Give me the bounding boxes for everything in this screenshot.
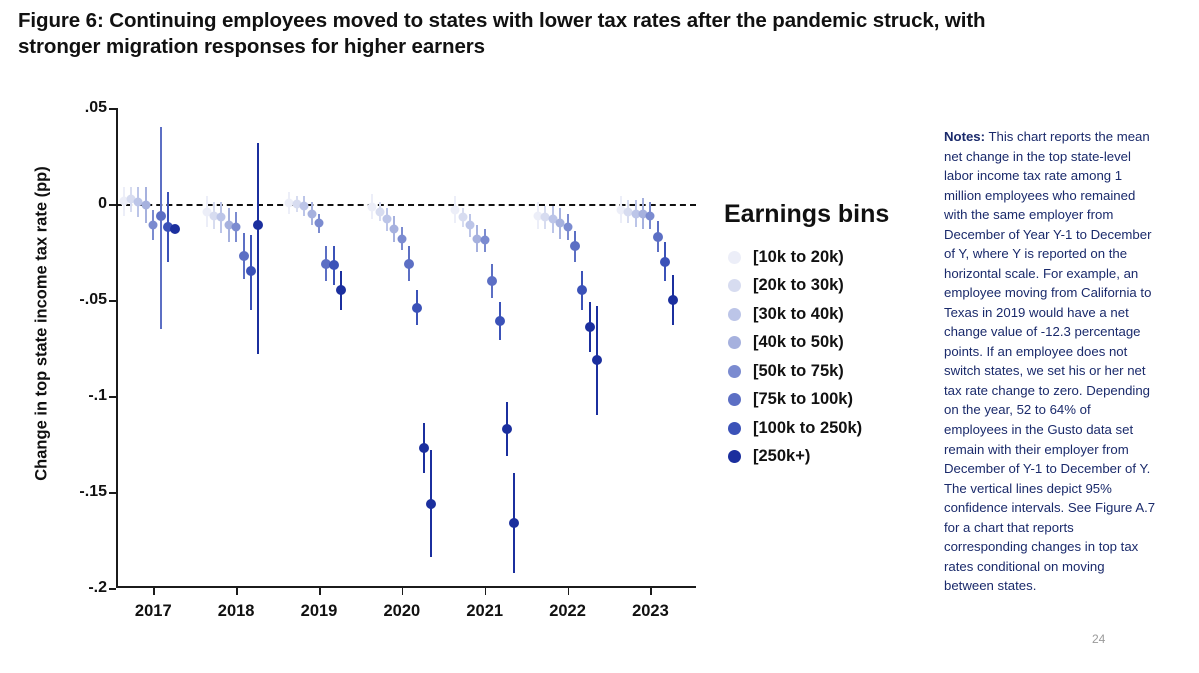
y-tick-mark [109,588,116,590]
legend-item [722,414,922,443]
notes-label: Notes: [944,129,986,144]
x-tick-mark [485,588,487,595]
x-tick-mark [568,588,570,595]
data-point [487,276,497,286]
legend-swatch-icon [728,450,741,463]
notes-block [944,127,1156,596]
data-point [660,257,670,267]
x-axis-line [116,586,696,588]
data-point [451,205,460,214]
legend-item-label: [30k to 40k) [753,304,844,323]
y-tick-mark [109,204,116,206]
notes-text: This chart reports the mean net change in the top state-level labor income tax rate among 1 million employees who remained with the same employer from December of Year Y-1 to December of Y, where Y is reported on the horizontal scale. For example, an employee moving from California to Texas in 2019 would have a net change value of -12.3 percentage points. If an employee does not switch states, we set his or her net tax rate change to zero. Depending on the year, 52 to 64% of employees in the Gusto data set remain with their employer from December of Y-1 to December of Y. The vertical lines depict 95% confidence intervals. See Figure A.7 for a chart that reports corresponding changes in top tax rates conditional on moving between states. [944,129,1156,594]
page-title: Figure 6: Continuing employees moved to states with lower tax rates after the pandemic struck, with stronger migration responses for higher earners [18,9,986,59]
data-point [495,316,505,326]
y-tick-label: .05 [84,99,107,116]
data-point [375,207,384,216]
legend-item [722,272,922,301]
legend-item [722,357,922,386]
legend-item [722,300,922,329]
data-point [149,221,158,230]
data-point [570,241,580,251]
legend-swatch-icon [728,422,741,435]
x-tick-label: 2021 [466,602,504,620]
x-tick-label: 2020 [383,602,421,620]
legend-swatch-icon [728,365,741,378]
legend-swatch-icon [728,279,741,292]
x-tick-mark [236,588,238,595]
data-point [170,224,180,234]
page-number: 24 [1092,632,1106,646]
legend-swatch-icon [728,336,741,349]
data-point [239,251,249,261]
y-tick-mark [109,492,116,494]
legend-item [722,329,922,358]
x-tick-mark [319,588,321,595]
legend [722,200,922,471]
error-bar [160,127,162,329]
legend-item-label: [75k to 100k) [753,390,853,409]
data-point [329,260,339,270]
data-point [419,443,429,453]
legend-item-label: [100k to 250k) [753,418,863,437]
legend-title: Earnings bins [724,200,890,228]
plot-area [79,99,696,620]
x-tick-mark [153,588,155,595]
data-point [653,232,663,242]
y-tick-label: -.2 [88,579,107,596]
y-tick-mark [109,396,116,398]
y-tick-label: -.05 [79,291,107,308]
y-tick-mark [109,108,116,110]
data-point [509,518,519,528]
x-tick-mark [650,588,652,595]
legend-item [722,443,922,472]
data-point [592,355,602,365]
data-point [383,215,392,224]
legend-items [722,243,922,471]
data-point [404,259,414,269]
legend-item-label: [50k to 75k) [753,361,844,380]
data-point [156,211,166,221]
data-point [668,295,678,305]
y-axis-line [116,108,118,588]
y-tick-label: -.15 [79,483,107,500]
data-point [585,322,595,332]
y-tick-label: -.1 [88,387,107,404]
data-point [253,220,263,230]
data-point [480,236,489,245]
data-point [390,224,399,233]
x-tick-label: 2019 [300,602,338,620]
data-point [502,424,512,434]
x-tick-label: 2022 [549,602,586,620]
data-point [246,266,256,276]
data-point [315,219,324,228]
data-point [141,200,150,209]
legend-item [722,243,922,272]
data-point [577,285,587,295]
data-point [232,223,241,232]
data-point [217,213,226,222]
x-tick-label: 2023 [632,602,669,620]
data-point [426,499,436,509]
data-point [336,285,346,295]
legend-item-label: [20k to 30k) [753,276,844,295]
data-point [300,201,309,210]
zero-reference-line [116,204,696,206]
legend-item [722,386,922,415]
x-tick-label: 2017 [134,602,172,620]
y-tick-mark [109,300,116,302]
y-axis-label: Change in top state income tax rate (pp) [32,166,51,481]
legend-swatch-icon [728,251,741,264]
x-tick-mark [402,588,404,595]
legend-item-label: [40k to 50k) [753,333,844,352]
legend-item-label: [250k+) [753,447,811,466]
chart-figure [0,86,720,631]
data-point [412,303,422,313]
data-point [307,209,316,218]
error-bar [257,143,259,354]
x-tick-label: 2018 [217,602,255,620]
data-point [397,234,406,243]
data-point [465,221,474,230]
legend-swatch-icon [728,393,741,406]
data-point [563,223,572,232]
legend-swatch-icon [728,308,741,321]
y-tick-label: 0 [98,195,107,212]
data-point [646,211,655,220]
legend-item-label: [10k to 20k) [753,247,844,266]
data-point [458,213,467,222]
